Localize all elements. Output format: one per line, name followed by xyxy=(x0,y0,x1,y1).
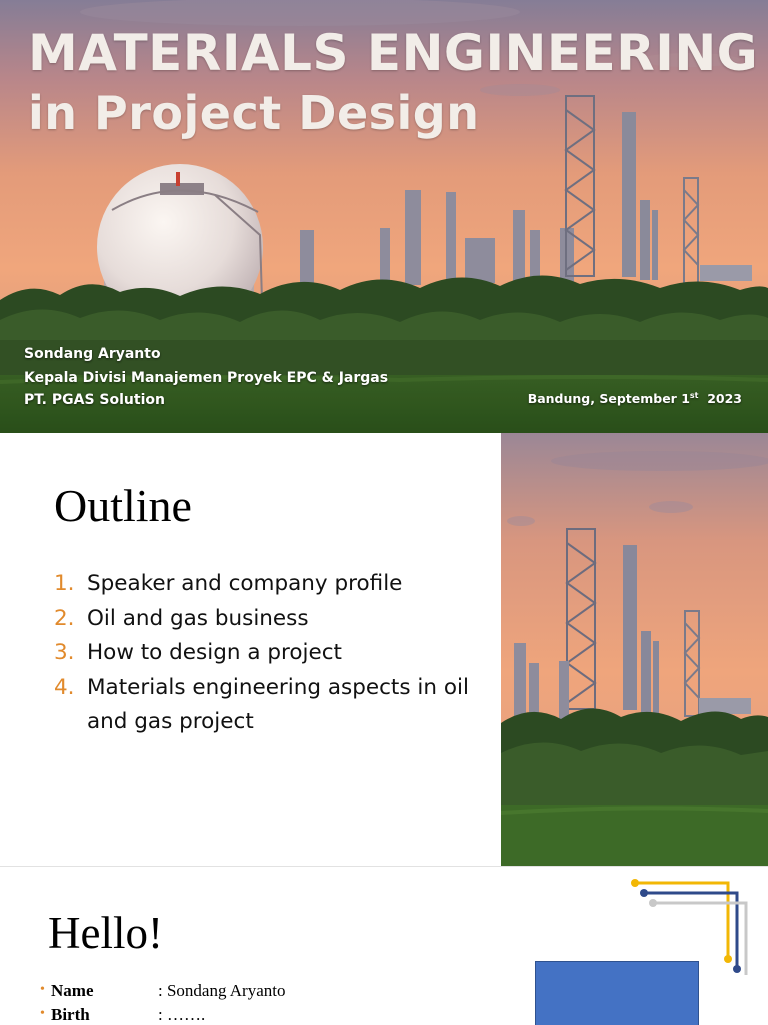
date-location-day: Bandung, September 1 xyxy=(527,391,690,407)
outline-slide xyxy=(0,433,768,866)
outline-item-text: How to design a project xyxy=(87,640,342,665)
outline-item-text: Oil and gas business xyxy=(87,605,309,631)
company-name: PT. PGAS Solution xyxy=(24,392,165,408)
field-value: : Sondang Aryanto xyxy=(158,981,286,1000)
outline-heading: Outline xyxy=(54,480,192,531)
field-label: Birth xyxy=(51,1005,90,1024)
outline-item xyxy=(54,636,484,671)
outline-item xyxy=(54,602,484,637)
title-slide xyxy=(0,0,768,433)
field-label: Name xyxy=(51,981,94,1000)
outline-item-number: 4. xyxy=(54,674,75,700)
outline-item-text: Materials engineering aspects in oil and gas project xyxy=(87,674,469,734)
profile-slide xyxy=(0,866,768,1025)
presentation-date xyxy=(528,391,742,406)
presentation-title-line-1: MATERIALS ENGINEERING xyxy=(28,24,759,82)
date-year: 2023 xyxy=(707,391,742,407)
outline-item-text: Speaker and company profile xyxy=(87,571,403,596)
outline-item xyxy=(54,567,484,602)
blue-placeholder-box xyxy=(535,961,699,1025)
date-ordinal-suffix: st xyxy=(689,391,699,400)
outline-item-number: 2. xyxy=(54,605,75,631)
outline-item xyxy=(54,671,484,740)
bullet: • xyxy=(40,982,45,997)
outline-list xyxy=(54,567,484,740)
presentation-title-line-2: in Project Design xyxy=(28,86,480,140)
outline-item-number: 3. xyxy=(54,640,75,665)
presenter-name: Sondang Aryanto xyxy=(24,346,161,362)
bullet: • xyxy=(40,1006,45,1021)
outline-item-number: 1. xyxy=(54,571,75,596)
presenter-role: Kepala Divisi Manajemen Proyek EPC & Jargas xyxy=(24,370,389,386)
refinery-tower-photo xyxy=(501,433,768,866)
hello-heading: Hello! xyxy=(48,908,163,958)
field-value: : ……. xyxy=(158,1005,206,1024)
